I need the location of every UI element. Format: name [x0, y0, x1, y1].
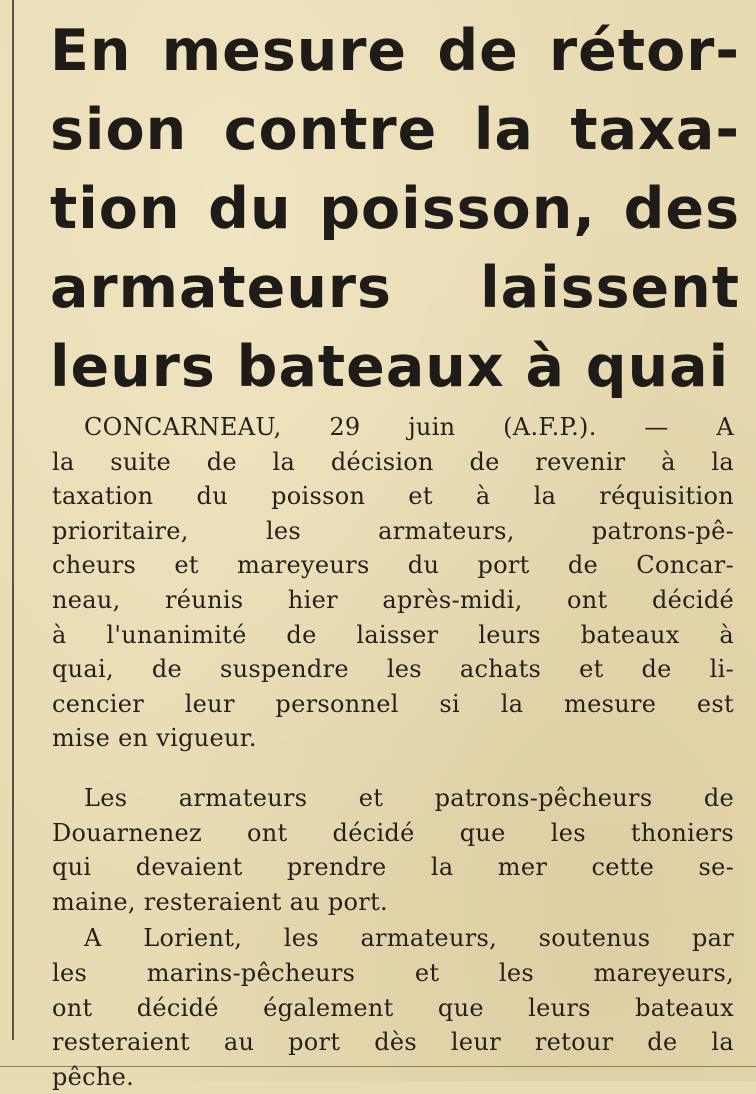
headline-line: leurs bateaux à quai — [50, 334, 730, 400]
column-rule — [12, 0, 14, 1040]
body-line: cheurs et mareyeurs du port de Concar- — [52, 551, 734, 580]
body-line: qui devaient prendre la mer cette se- — [52, 853, 734, 882]
body-line: à l'unanimité de laisser leurs bateaux à — [52, 620, 734, 649]
body-line: prioritaire, les armateurs, patrons-pê- — [52, 516, 734, 545]
body-line: CONCARNEAU, 29 juin (A.F.P.). — A — [84, 413, 734, 441]
body-line: pêche. — [52, 1062, 135, 1091]
headline-line: sion contre la taxa- — [50, 97, 740, 163]
headline-line: armateurs laissent — [50, 255, 740, 321]
body-line: quai, de suspendre les achats et de li- — [52, 655, 734, 684]
body-line: maine, resteraient au port. — [52, 887, 388, 916]
headline-line: tion du poisson, des — [50, 176, 740, 242]
body-line: mise en vigueur. — [52, 724, 257, 753]
headline-line: En mesure de rétor- — [50, 18, 740, 84]
body-line: cencier leur personnel si la mesure est — [52, 689, 734, 718]
body-line: neau, réunis hier après-midi, ont décidé — [52, 585, 734, 614]
paragraph-douarnenez — [52, 781, 734, 919]
headline — [50, 12, 740, 407]
body-line: Les armateurs et patrons-pêcheurs de — [84, 783, 734, 812]
article-body — [52, 410, 734, 1094]
paragraph-concarneau — [52, 410, 734, 756]
body-line: la suite de la décision de revenir à la — [52, 447, 734, 476]
body-line: resteraient au port dès leur retour de la — [52, 1028, 734, 1057]
body-line: Douarnenez ont décidé que les thoniers — [52, 818, 734, 847]
body-line: les marins-pêcheurs et les mareyeurs, — [52, 958, 734, 987]
body-line: ont décidé également que leurs bateaux — [52, 993, 734, 1022]
paragraph-lorient — [52, 921, 734, 1094]
body-line: taxation du poisson et à la réquisition — [52, 482, 734, 511]
body-line: A Lorient, les armateurs, soutenus par — [84, 924, 734, 953]
